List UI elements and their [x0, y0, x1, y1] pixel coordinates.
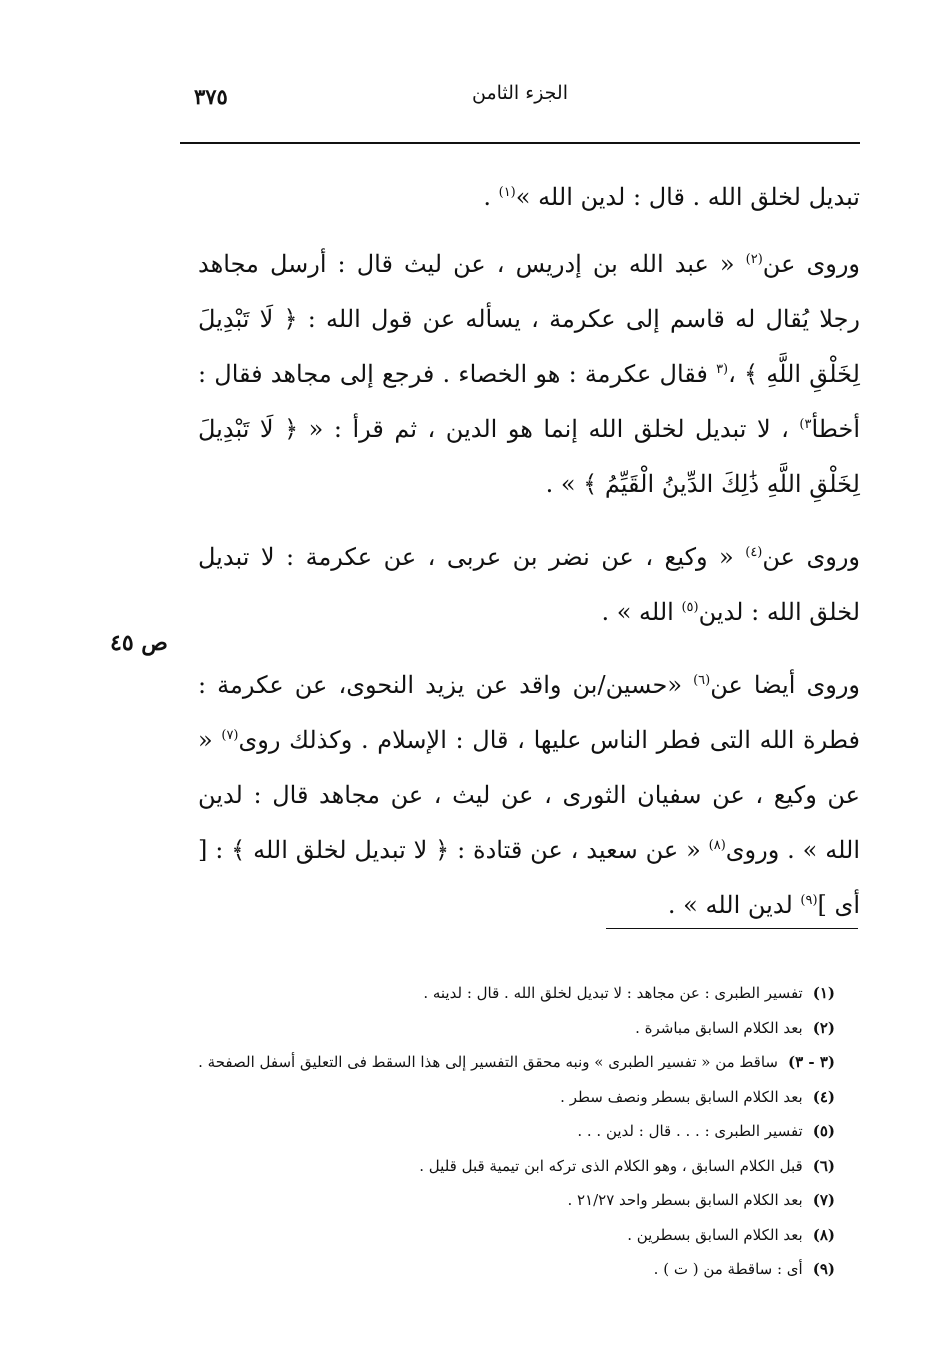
footnote-number: (٧): [812, 1191, 835, 1209]
main-text: [198, 170, 860, 951]
page-header: [180, 78, 860, 118]
paragraph-3: [198, 530, 860, 640]
text-run: « عن سعيد ، عن قتادة : ﴿ لا تبديل لخلق الله ﴾ : [ أى ]: [198, 836, 860, 919]
footnote-text: تفسير الطبرى : . . . قال : لدين . . .: [577, 1122, 803, 1140]
text-run: « وكيع ، عن نضر بن عربى ، عن عكرمة : لا تبديل لخلق الله : لدين: [198, 543, 860, 626]
footnote-number: (٨): [812, 1225, 835, 1244]
footnote-text: قبل الكلام السابق ، وهو الكلام الذى تركه ابن تيمية قبل قليل .: [419, 1156, 803, 1175]
footnote-text: بعد الكلام السابق بسطرين .: [627, 1225, 803, 1244]
text-run: « عبد الله بن إدريس ، عن ليث قال : أرسل مجاهد رجلا يُقال له قاسم إلى عكرمة ، يسأله عن قول الله : ﴿ لَا تَبْدِيلَ لِخَلْقِ اللَّهِ ﴾ ،: [198, 250, 860, 388]
footnote-ref-7: (٧): [221, 728, 239, 743]
footnote-8: [180, 1218, 835, 1253]
text-run: لدين الله » .: [667, 891, 801, 919]
text-run: تبديل لخلق الله . قال : لدين الله »: [515, 183, 860, 211]
text-run: وروى عن: [762, 250, 860, 278]
footnote-text: ساقط من « تفسير الطبرى » ونبه محقق التفسير إلى هذا السقط فى التعليق أسفل الصفحة .: [198, 1053, 778, 1071]
footnote-5: [180, 1114, 835, 1149]
footnote-6: [180, 1149, 835, 1184]
footnote-ref-6: (٦): [693, 673, 711, 688]
footnote-number: (٢): [812, 1018, 835, 1037]
text-run: «حسين/بن واقد عن يزيد النحوى، عن عكرمة : فطرة الله التى فطر الناس عليها ، قال : الإسلام . وكذلك روى: [198, 671, 861, 754]
footnote-ref-3-close: ٣): [799, 417, 812, 432]
running-title: الجزء الثامن: [471, 82, 569, 104]
footnote-ref-3-open: (٣: [716, 362, 729, 377]
footnote-9: [180, 1252, 835, 1287]
text-run: الله » .: [601, 598, 682, 626]
footnote-number: (١): [812, 984, 835, 1002]
footnote-ref-5: (٥): [681, 600, 699, 615]
header-rule: [180, 142, 860, 144]
text-run: فقال عكرمة : هو الخصاء . فرجع إلى مجاهد فقال : أخطأ: [198, 360, 860, 443]
footnote-3: [180, 1045, 835, 1080]
footnote-number: (٦): [812, 1156, 835, 1175]
footnote-number: (٥): [812, 1122, 835, 1140]
footnote-7: [180, 1183, 835, 1218]
footnote-text: بعد الكلام السابق بسطر ونصف سطر .: [560, 1087, 803, 1106]
footnote-text: أى : ساقطة من ( ت ) .: [653, 1260, 803, 1278]
paragraph-4: [198, 658, 860, 933]
footnote-2: [180, 1011, 835, 1046]
paragraph-2: [198, 237, 860, 512]
text-run: « عن وكيع ، عن سفيان الثورى ، عن ليث ، عن مجاهد قال : لدين الله » . وروى: [198, 726, 861, 864]
text-run: ، لا تبديل لخلق الله إنما هو الدين ، ثم قرأ : « ﴿ لَا تَبْدِيلَ لِخَلْقِ اللَّهِ ذَٰلِكَ الدِّينُ الْقَيِّمُ ﴾ » .: [198, 415, 860, 498]
footnote-number: (٣ - ٣): [787, 1053, 835, 1071]
footnote-text: تفسير الطبرى : عن مجاهد : لا تبديل لخلق الله . قال : لدينه .: [423, 984, 803, 1002]
footnote-4: [180, 1080, 835, 1115]
footnote-ref-1: (١): [498, 185, 516, 200]
footnote-ref-2: (٢): [745, 252, 763, 267]
margin-page-reference: ص ٤٥: [110, 630, 168, 656]
footnotes: [180, 976, 835, 1287]
paragraph-1: [198, 170, 860, 225]
footnote-number: (٤): [812, 1087, 835, 1106]
text-run: وروى عن: [762, 543, 860, 571]
page-number: ٣٧٥: [194, 84, 228, 109]
footnote-1: [180, 976, 835, 1011]
footnote-ref-4: (٤): [745, 545, 763, 560]
footnote-ref-8: (٨): [708, 838, 726, 853]
footnote-text: بعد الكلام السابق مباشرة .: [635, 1018, 803, 1037]
text-run: .: [483, 183, 499, 211]
footnote-rule: [606, 928, 858, 929]
footnote-text: بعد الكلام السابق بسطر واحد ٢١/٢٧ .: [567, 1191, 803, 1209]
text-run: وروى أيضا عن: [710, 671, 861, 699]
footnote-number: (٩): [812, 1260, 835, 1278]
footnote-ref-9: (٩): [800, 893, 818, 908]
